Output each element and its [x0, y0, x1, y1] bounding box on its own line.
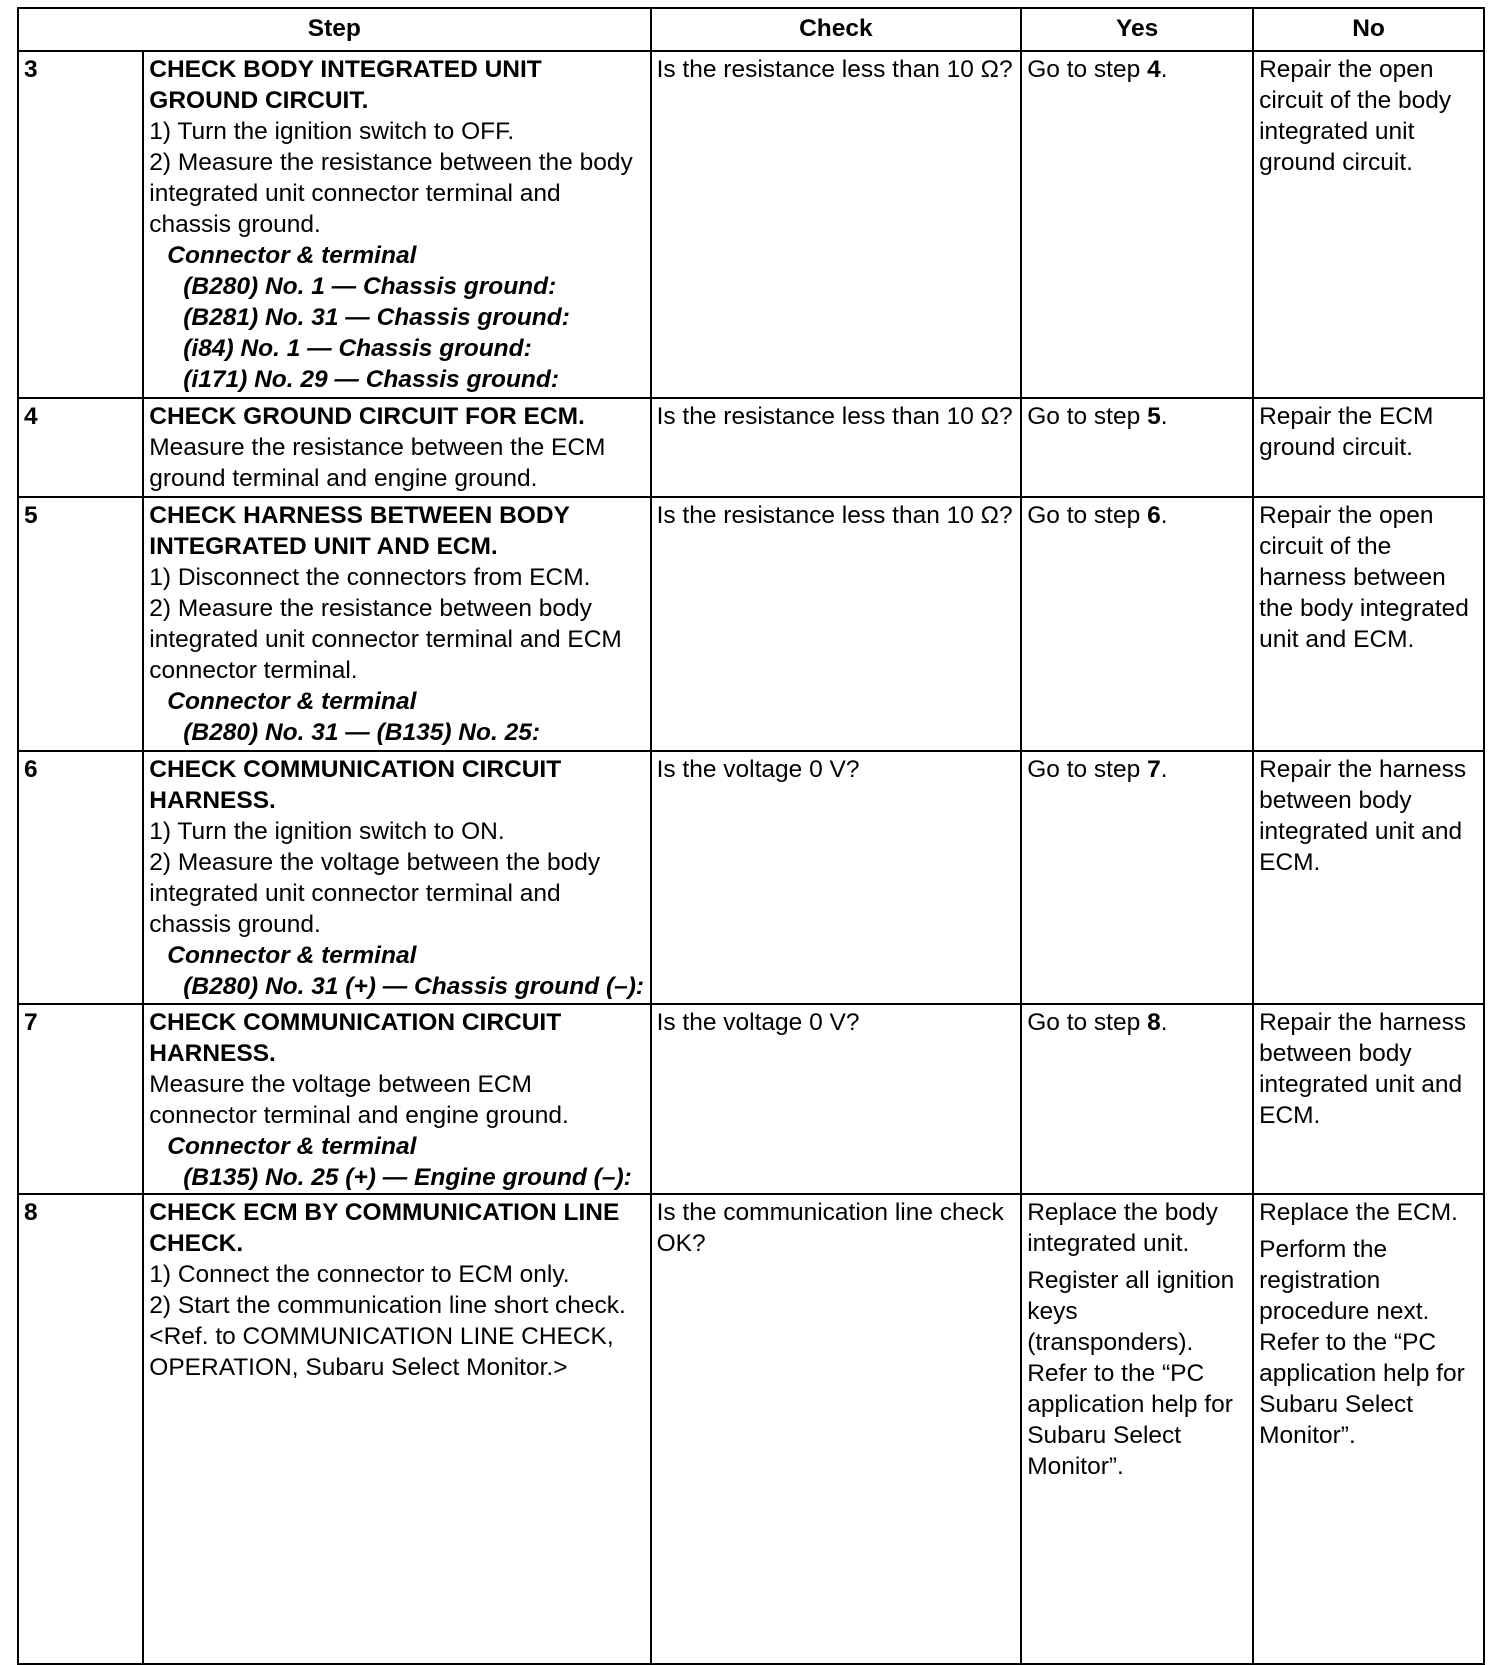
- check-cell: Is the resistance less than 10 Ω?: [651, 398, 1022, 497]
- no-cell: Repair the harness between body integrated unit and ECM.: [1253, 751, 1484, 1004]
- step-line: 1) Turn the ignition switch to OFF.: [149, 118, 515, 145]
- no-cell: Repair the ECM ground circuit.: [1253, 398, 1484, 497]
- header-step: Step: [18, 8, 651, 51]
- yes-cell: [1021, 497, 1253, 751]
- no-cell: Repair the harness between body integrated unit and ECM.: [1253, 1004, 1484, 1194]
- connector-label: Connector & terminal: [167, 242, 417, 269]
- header-no: No: [1253, 8, 1484, 51]
- yes-step: 5: [1147, 403, 1161, 430]
- no-cell: Repair the open circuit of the harness between the body integrated unit and ECM.: [1253, 497, 1484, 751]
- step-line: 2) Measure the resistance between body integrated unit connector terminal and ECM connector terminal.: [149, 595, 622, 684]
- step-title: CHECK GROUND CIRCUIT FOR ECM.: [149, 403, 585, 430]
- table-row: [18, 398, 1484, 497]
- step-cell: [143, 1004, 650, 1194]
- step-number: 8: [18, 1194, 143, 1664]
- step-title: CHECK COMMUNICATION CIRCUIT HARNESS.: [149, 756, 562, 814]
- yes-prefix: Go to step: [1027, 502, 1148, 529]
- terminal-line: (B280) No. 1 — Chassis ground:: [183, 273, 557, 300]
- step-line: Measure the voltage between ECM connector terminal and engine ground.: [149, 1071, 569, 1129]
- yes-suffix: .: [1160, 756, 1168, 783]
- yes-prefix: Go to step: [1027, 1009, 1148, 1036]
- step-title: CHECK ECM BY COMMUNICATION LINE CHECK.: [149, 1199, 620, 1257]
- table-row: [18, 1194, 1484, 1664]
- no-text-2: Perform the registration procedure next. Refer to the “PC application help for Subaru Select Monitor”.: [1259, 1236, 1465, 1449]
- check-cell: Is the resistance less than 10 Ω?: [651, 51, 1022, 398]
- step-line: 2) Measure the resistance between the body integrated unit connector terminal and chassis ground.: [149, 149, 633, 238]
- yes-suffix: .: [1160, 1009, 1168, 1036]
- step-number: 7: [18, 1004, 143, 1194]
- terminal-line: (B281) No. 31 — Chassis ground:: [183, 304, 570, 331]
- no-cell: Repair the open circuit of the body integrated unit ground circuit.: [1253, 51, 1484, 398]
- yes-step: 7: [1147, 756, 1161, 783]
- header-row: [18, 8, 1484, 51]
- connector-label: Connector & terminal: [167, 1133, 417, 1160]
- terminal-line: (B280) No. 31 — (B135) No. 25:: [183, 719, 540, 746]
- no-text: Replace the ECM.: [1259, 1199, 1458, 1226]
- terminal-line: (B135) No. 25 (+) — Engine ground (–):: [183, 1164, 632, 1191]
- check-cell: Is the communication line check OK?: [651, 1194, 1022, 1664]
- step-cell: [143, 751, 650, 1004]
- step-number: 5: [18, 497, 143, 751]
- step-line: 1) Turn the ignition switch to ON.: [149, 818, 505, 845]
- yes-text: Replace the body integrated unit.: [1027, 1199, 1218, 1257]
- step-title: CHECK BODY INTEGRATED UNIT GROUND CIRCUIT.: [149, 56, 542, 114]
- yes-prefix: Go to step: [1027, 56, 1148, 83]
- table-row: [18, 751, 1484, 1004]
- yes-cell: [1021, 398, 1253, 497]
- step-cell: [143, 497, 650, 751]
- step-number: 4: [18, 398, 143, 497]
- step-line: Measure the resistance between the ECM ground terminal and engine ground.: [149, 434, 606, 492]
- header-yes: Yes: [1021, 8, 1253, 51]
- step-title: CHECK COMMUNICATION CIRCUIT HARNESS.: [149, 1009, 562, 1067]
- yes-text-2: Register all ignition keys (transponders). Refer to the “PC application help for Subaru Select Monitor”.: [1027, 1267, 1235, 1480]
- yes-suffix: .: [1160, 502, 1168, 529]
- step-number: 3: [18, 51, 143, 398]
- yes-cell: [1021, 751, 1253, 1004]
- yes-cell: [1021, 1004, 1253, 1194]
- step-cell: [143, 51, 650, 398]
- table-row: [18, 1004, 1484, 1194]
- step-cell: [143, 398, 650, 497]
- terminal-line: (i171) No. 29 — Chassis ground:: [183, 366, 560, 393]
- step-line: 1) Disconnect the connectors from ECM.: [149, 564, 591, 591]
- terminal-line: (B280) No. 31 (+) — Chassis ground (–):: [183, 973, 645, 1000]
- step-title: CHECK HARNESS BETWEEN BODY INTEGRATED UNIT AND ECM.: [149, 502, 570, 560]
- check-cell: Is the voltage 0 V?: [651, 751, 1022, 1004]
- check-cell: Is the voltage 0 V?: [651, 1004, 1022, 1194]
- yes-step: 6: [1147, 502, 1161, 529]
- yes-cell: [1021, 51, 1253, 398]
- yes-prefix: Go to step: [1027, 403, 1148, 430]
- step-line: 2) Start the communication line short check. <Ref. to COMMUNICATION LINE CHECK, OPERATION, Subaru Select Monitor.>: [149, 1292, 626, 1381]
- step-cell: [143, 1194, 650, 1664]
- yes-cell: [1021, 1194, 1253, 1664]
- step-number: 6: [18, 751, 143, 1004]
- check-cell: Is the resistance less than 10 Ω?: [651, 497, 1022, 751]
- connector-label: Connector & terminal: [167, 942, 417, 969]
- yes-prefix: Go to step: [1027, 756, 1148, 783]
- step-line: 1) Connect the connector to ECM only.: [149, 1261, 570, 1288]
- table-row: [18, 51, 1484, 398]
- yes-step: 4: [1147, 56, 1161, 83]
- yes-suffix: .: [1160, 56, 1168, 83]
- step-line: 2) Measure the voltage between the body integrated unit connector terminal and chassis ground.: [149, 849, 601, 938]
- connector-label: Connector & terminal: [167, 688, 417, 715]
- yes-suffix: .: [1160, 403, 1168, 430]
- terminal-line: (i84) No. 1 — Chassis ground:: [183, 335, 532, 362]
- header-check: Check: [651, 8, 1022, 51]
- no-cell: [1253, 1194, 1484, 1664]
- yes-step: 8: [1147, 1009, 1161, 1036]
- diagnostic-table: [17, 7, 1485, 1665]
- table-row: [18, 497, 1484, 751]
